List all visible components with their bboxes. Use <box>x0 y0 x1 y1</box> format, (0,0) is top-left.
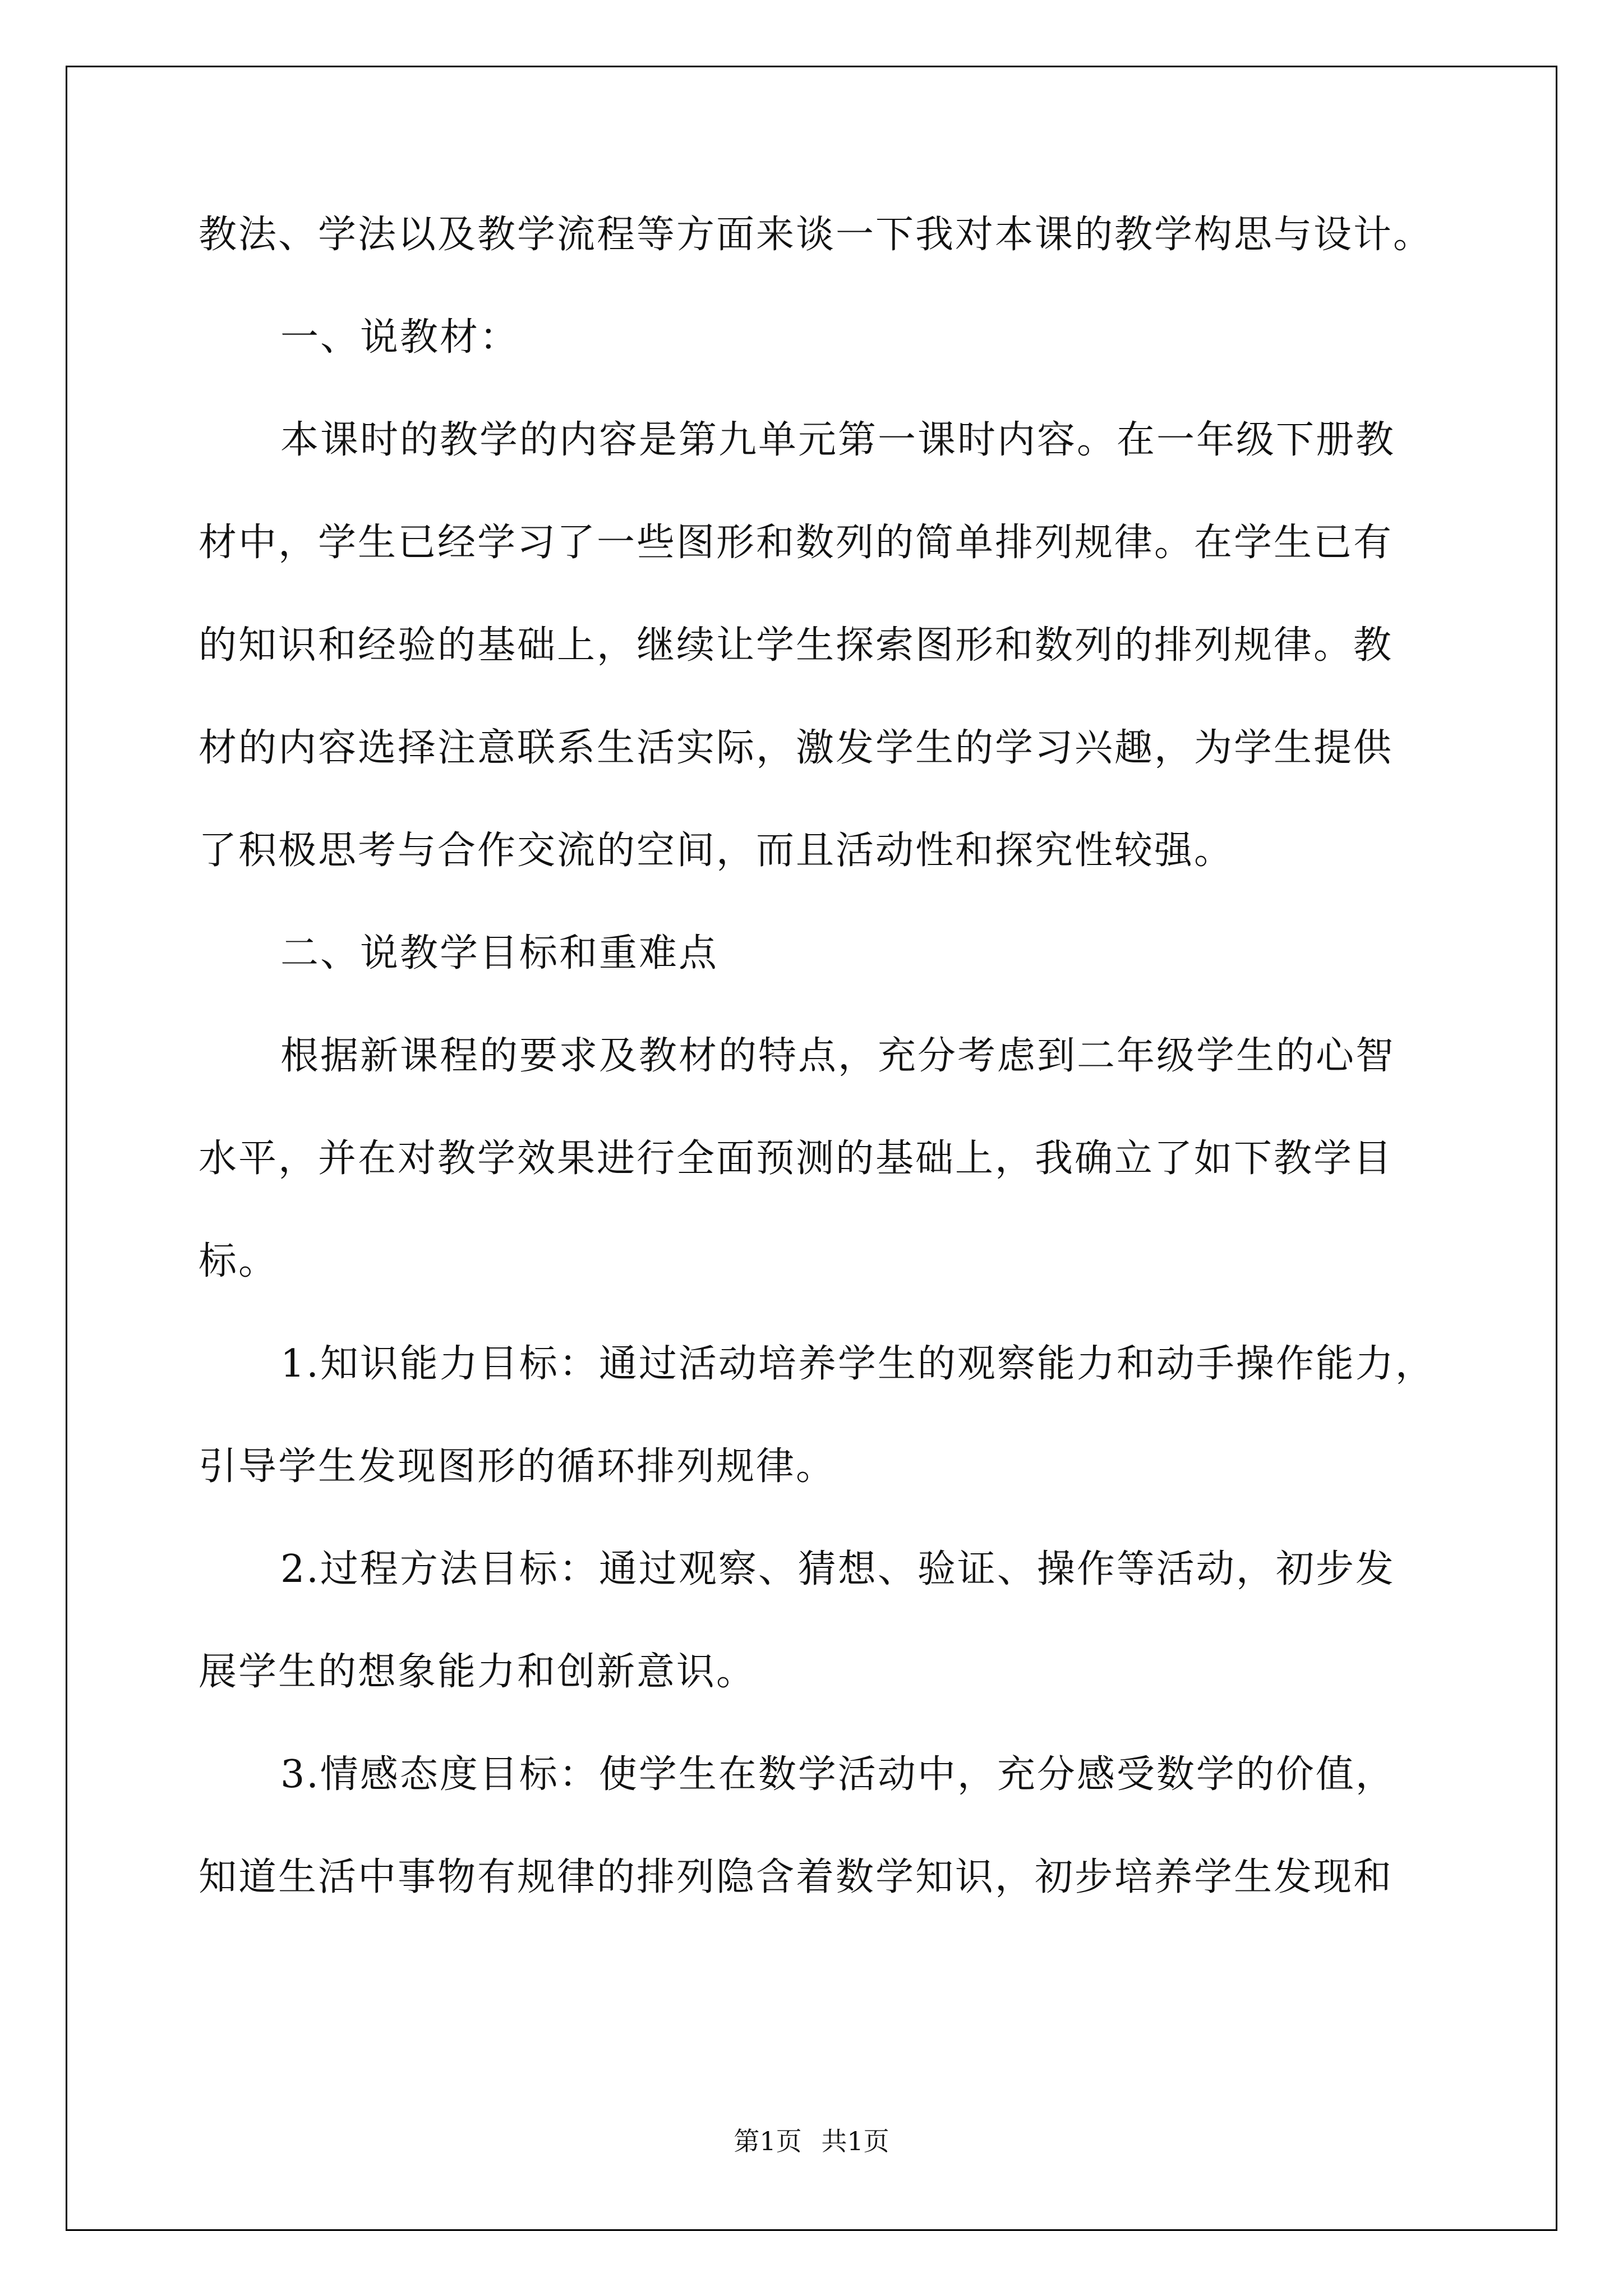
page-footer <box>0 2122 1623 2161</box>
text-line: 材中，学生已经学习了一些图形和数列的简单排列规律。在学生已有 <box>199 521 1394 565</box>
text-line: 了积极思考与合作交流的空间，而且活动性和探究性较强。 <box>199 829 1234 873</box>
text-line: 教法、学法以及教学流程等方面来谈一下我对本课的教学构思与设计。 <box>199 213 1433 257</box>
text-line: 水平，并在对教学效果进行全面预测的基础上，我确立了如下教学目 <box>199 1137 1394 1181</box>
total-pages: 共1页 <box>821 2126 889 2156</box>
section-heading: 二、说教学目标和重难点 <box>280 931 719 976</box>
text-line: 材的内容选择注意联系生活实际，激发学生的学习兴趣，为学生提供 <box>199 726 1394 770</box>
page-number: 第1页 <box>734 2126 802 2156</box>
text-line: 知道生活中事物有规律的排列隐含着数学知识，初步培养学生发现和 <box>199 1855 1394 1899</box>
section-heading: 一、说教材： <box>280 315 520 360</box>
text-line: 引导学生发现图形的循环排列规律。 <box>199 1444 836 1489</box>
text-line: 3.情感态度目标：使学生在数学活动中，充分感受数学的价值， <box>280 1752 1395 1797</box>
text-line: 1.知识能力目标：通过活动培养学生的观察能力和动手操作能力， <box>280 1342 1435 1386</box>
text-line: 标。 <box>199 1239 279 1283</box>
text-line: 根据新课程的要求及教材的特点，充分考虑到二年级学生的心智 <box>280 1034 1396 1078</box>
text-line: 的知识和经验的基础上，继续让学生探索图形和数列的排列规律。教 <box>199 623 1394 668</box>
text-line: 展学生的想象能力和创新意识。 <box>199 1650 757 1694</box>
text-line: 本课时的教学的内容是第九单元第一课时内容。在一年级下册教 <box>280 418 1396 462</box>
text-line: 2.过程方法目标：通过观察、猜想、验证、操作等活动，初步发 <box>280 1547 1395 1591</box>
